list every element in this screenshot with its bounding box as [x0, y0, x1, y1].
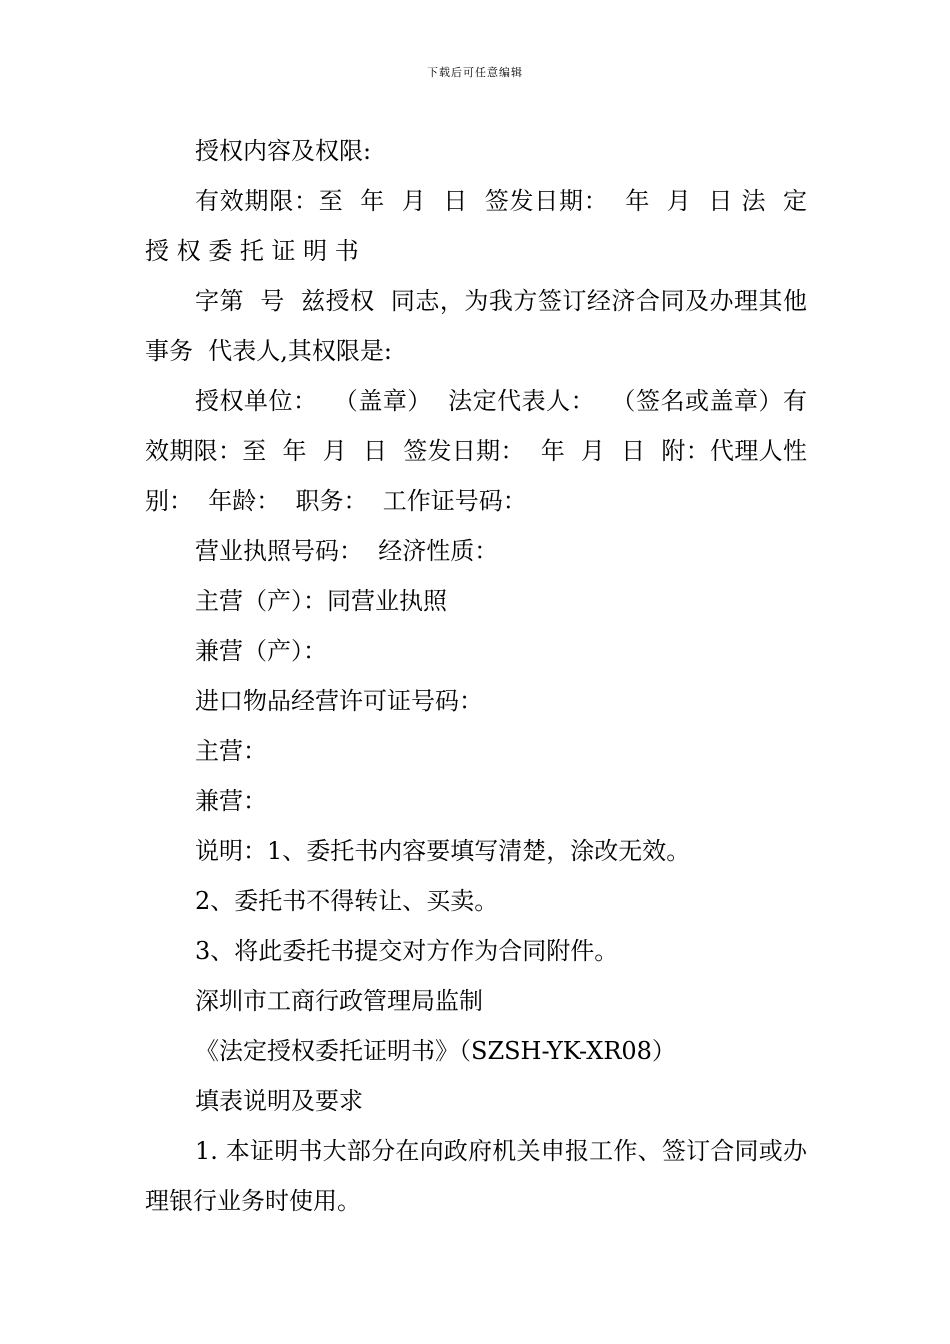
paragraph-authorization-statement: 字第 号 兹授权 同志，为我方签订经济合同及办理其他事务 代表人,其权限是: [145, 287, 807, 365]
paragraph-instruction-1: 1. 本证明书大部分在向政府机关申报工作、签订合同或办理银行业务时使用。 [145, 1137, 807, 1215]
paragraph-secondary: 兼营： [195, 787, 267, 815]
paragraph-authorizing-unit: 授权单位： （盖章） 法定代表人： （签名或盖章）有效期限：至 年 月 日 签发日期： 年 月 日 附：代理人性别： 年龄： 职务： 工作证号码： [145, 387, 807, 515]
paragraph-main: 主营： [195, 737, 267, 765]
paragraph-form-code: 《法定授权委托证明书》（SZSH-YK-XR08） [195, 1037, 676, 1065]
paragraph-import-license: 进口物品经营许可证号码： [195, 687, 483, 715]
page-header: 下载后可任意编辑 [427, 66, 523, 79]
paragraph-instructions-title: 填表说明及要求 [195, 1087, 363, 1115]
paragraph-business-license: 营业执照号码： 经济性质： [195, 537, 499, 565]
document-body [145, 126, 815, 1226]
paragraph-main-business: 主营（产）：同营业执照 [195, 587, 447, 615]
paragraph-note-3: 3、将此委托书提交对方作为合同附件。 [195, 937, 619, 965]
paragraph-secondary-business: 兼营（产）： [195, 637, 327, 665]
paragraph-authorization-scope: 授权内容及权限: [195, 137, 372, 165]
paragraph-note-2: 2、委托书不得转让、买卖。 [195, 887, 499, 915]
paragraph-supervisor: 深圳市工商行政管理局监制 [195, 987, 483, 1015]
paragraph-validity-period: 有效期限：至 年 月 日 签发日期： 年 月 日 法 定 授 权 委 托 证 明 书 [145, 187, 815, 265]
paragraph-note-1: 说明：1、委托书内容要填写清楚，涂改无效。 [195, 837, 691, 865]
